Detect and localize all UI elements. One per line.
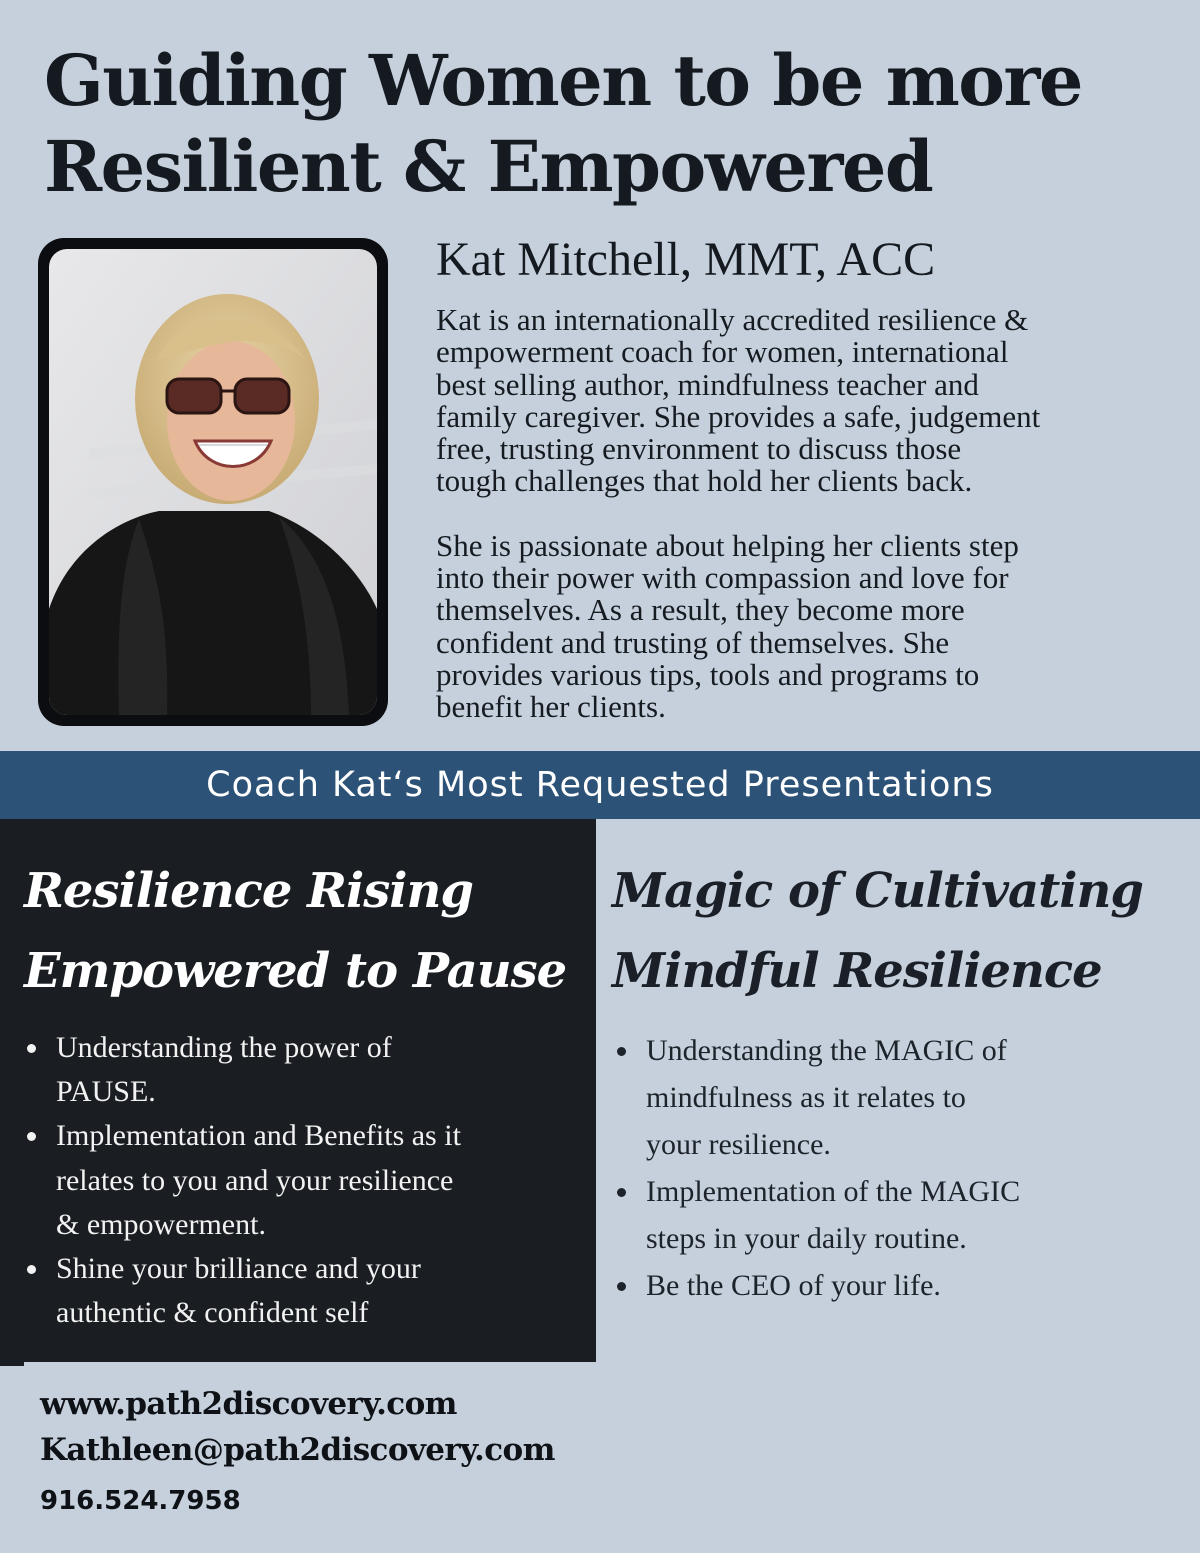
bullet-line: Implementation of the MAGIC xyxy=(646,1175,1021,1208)
bio-line: free, trusting environment to discuss those xyxy=(436,431,962,467)
bullet-item xyxy=(24,1114,461,1247)
portrait-photo xyxy=(49,249,377,715)
bullet-line: Understanding the power of xyxy=(56,1031,392,1064)
presentations-banner: Coach Kat‘s Most Requested Presentations xyxy=(0,751,1200,819)
bio-line: benefit her clients. xyxy=(436,689,666,725)
bullet-line: steps in your daily routine. xyxy=(646,1222,967,1255)
bullet-line: & empowerment. xyxy=(56,1207,266,1241)
bullet-line: PAUSE. xyxy=(56,1075,156,1109)
phone-text: 916.524.7958 xyxy=(40,1486,241,1516)
bullet-line: your resilience. xyxy=(646,1128,831,1161)
coach-bio xyxy=(436,304,1176,724)
title-line: Mindful Resilience xyxy=(612,943,1102,999)
bullet-item xyxy=(614,1262,1020,1309)
presentation-1-bullets xyxy=(24,1026,461,1335)
headline xyxy=(44,38,1174,210)
bio-line: into their power with compassion and love for xyxy=(436,560,1009,596)
bio-line: confident and trusting of themselves. She xyxy=(436,624,950,660)
title-line: Magic of Cultivating xyxy=(612,863,1143,919)
bio-line: tough challenges that hold her clients back. xyxy=(436,463,973,499)
bio-line: provides various tips, tools and programs to xyxy=(436,656,980,692)
bio-line: best selling author, mindfulness teacher and xyxy=(436,366,979,402)
bio-line: family caregiver. She provides a safe, judgement xyxy=(436,398,1041,434)
bullet-item xyxy=(24,1247,461,1335)
bio-line: She is passionate about helping her clients step xyxy=(436,527,1019,563)
headline-line-2: Resilient & Empowered xyxy=(44,125,933,208)
bullet-line: authentic & confident self xyxy=(56,1296,369,1330)
bullet-item xyxy=(24,1026,461,1114)
bullet-line: Implementation and Benefits as it xyxy=(56,1119,461,1153)
portrait-frame xyxy=(38,238,388,726)
title-line: Empowered to Pause xyxy=(24,943,567,999)
presentation-title-2 xyxy=(612,851,1143,1011)
bullet-line: Shine your brilliance and your xyxy=(56,1252,421,1286)
bullet-line: relates to you and your resilience xyxy=(56,1163,454,1197)
bio-line: empowerment coach for women, international xyxy=(436,334,1009,370)
portrait-illustration xyxy=(49,249,377,715)
bullet-line: Understanding the MAGIC of xyxy=(646,1034,1007,1067)
paragraph-gap xyxy=(436,498,1176,530)
email-text: Kathleen@path2discovery.com xyxy=(40,1432,555,1468)
presentation-title-1 xyxy=(24,851,566,1011)
presentation-2-bullets xyxy=(614,1027,1020,1309)
bio-line: themselves. As a result, they become more xyxy=(436,592,965,628)
bio-line: Kat is an internationally accredited resilience & xyxy=(436,302,1029,337)
bullet-line: Be the CEO of your life. xyxy=(646,1269,941,1302)
bullet-line: mindfulness as it relates to xyxy=(646,1081,966,1114)
panel-notch xyxy=(0,1362,24,1366)
website-text: www.path2discovery.com xyxy=(40,1386,457,1422)
headline-line-1: Guiding Women to be more xyxy=(44,39,1082,122)
bullet-item xyxy=(614,1027,1020,1168)
coach-name: Kat Mitchell, MMT, ACC xyxy=(436,233,936,286)
title-line: Resilience Rising xyxy=(24,863,473,919)
bullet-item xyxy=(614,1168,1020,1262)
